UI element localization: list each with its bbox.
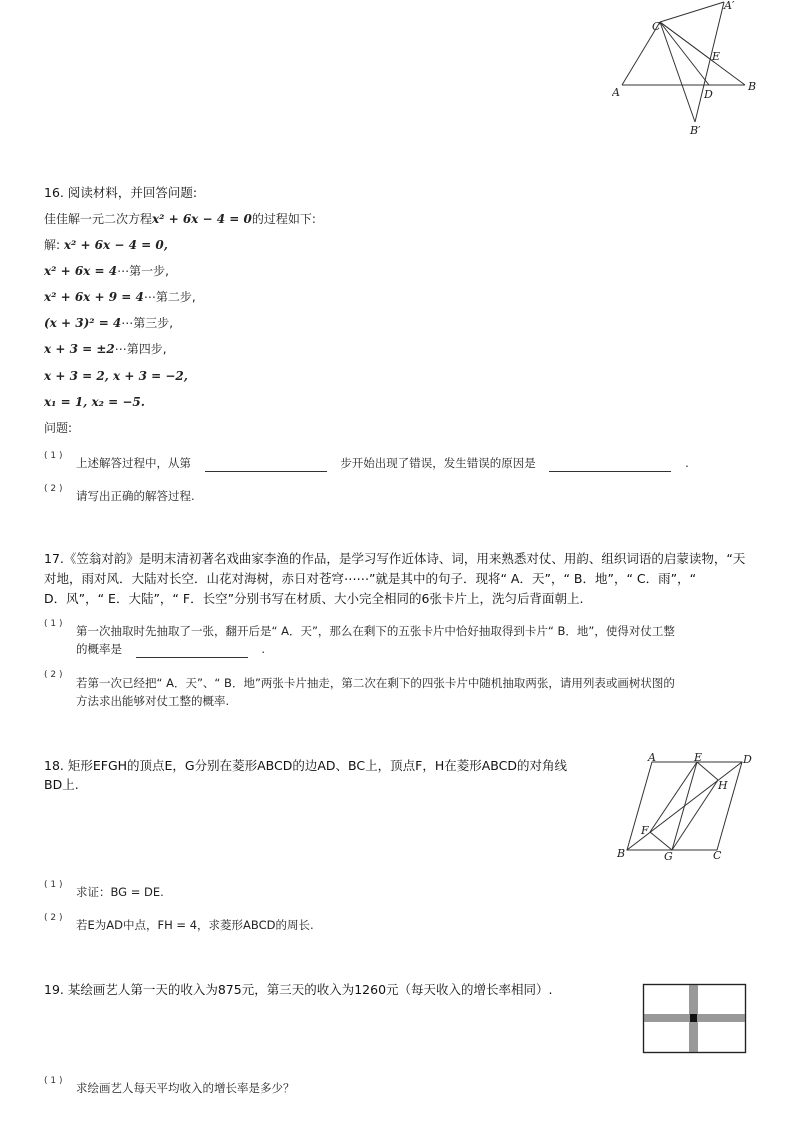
fig2-label-G: G: [664, 850, 673, 863]
q16-step: [44, 341, 167, 357]
q18-line2: BD上.: [44, 777, 79, 792]
q18-part2-number: ( 2 ): [44, 913, 63, 923]
frame-cross-figure: [642, 983, 748, 1056]
q17-part1-line2: [76, 640, 265, 658]
fig1-label-A: A: [612, 86, 620, 99]
step-equation: x + 3 = ±2: [44, 342, 115, 356]
step-equation: x² + 6x + 9 = 4: [44, 290, 144, 304]
fig1-label-C: C: [652, 20, 661, 33]
answer-blank-probability[interactable]: [136, 657, 248, 658]
q16-step: [44, 315, 173, 331]
answer-blank-reason[interactable]: [549, 471, 671, 472]
step-equation: x² + 6x = 4: [44, 264, 118, 278]
fig1-label-Bprime: B′: [690, 124, 701, 137]
fig2-label-B: B: [617, 847, 626, 860]
q17-part1-line1: 第一次抽取时先抽取了一张，翻开后是“ A．天”，那么在剩下的五张卡片中恰好抽取得到卡片“ B．地”，使得对仗工整: [76, 624, 675, 638]
q17-line1: 17.《笠翁对韵》是明末清初著名戏曲家李渔的作品，是学习写作近体诗、词，用来熟悉对仗、用韵、组织词语的启蒙读物，“天: [44, 551, 746, 566]
fig1-label-E: E: [712, 50, 721, 63]
q19-title: 19. 某绘画艺人第一天的收入为875元，第三天的收入为1260元（每天收入的增长率相同）.: [44, 982, 553, 997]
fig1-label-D: D: [704, 88, 713, 101]
q19-part1-number: ( 1 ): [44, 1076, 63, 1086]
step-equation: x + 3 = 2, x + 3 = −2,: [44, 369, 188, 383]
rhombus-rectangle-figure: [612, 752, 762, 864]
fig2-label-D: D: [743, 753, 752, 766]
q16-part1-end: .: [685, 456, 689, 470]
q16-step: [44, 263, 169, 279]
fig2-label-C: C: [713, 849, 722, 862]
q17-part1-number: ( 1 ): [44, 619, 63, 629]
q16-step: [44, 368, 188, 384]
fig2-label-E: E: [694, 752, 703, 764]
q16-part2-number: ( 2 ): [44, 484, 63, 494]
answer-blank-step[interactable]: [205, 471, 327, 472]
q19-part1: 求绘画艺人每天平均收入的增长率是多少？: [76, 1081, 295, 1095]
q16-step: [44, 237, 168, 253]
q16-part1-text-a: 上述解答过程中，从第: [76, 456, 191, 470]
q18-line1: 18. 矩形EFGH的顶点E，G分别在菱形ABCD的边AD、BC上，顶点F，H在菱形ABCD的对角线: [44, 758, 567, 773]
q17-part2-line2: 方法求出能够对仗工整的概率.: [76, 694, 230, 708]
q16-title: 16. 阅读材料，并回答问题:: [44, 185, 198, 200]
fig1-label-B: B: [748, 80, 757, 93]
q16-part1-text-b: 步开始出现了错误，发生错误的原因是: [340, 456, 536, 470]
q16-part1: [76, 454, 689, 472]
q18-part1-number: ( 1 ): [44, 880, 63, 890]
q17-part1-end: .: [261, 642, 265, 656]
step-note: ⋯第四步,: [114, 342, 167, 356]
q17-part1-text: 的概率是: [76, 642, 122, 656]
q16-intro-suffix: 的过程如下:: [251, 212, 316, 226]
q17-part2-line1: 若第一次已经把“ A．天”、“ B．地”两张卡片抽走，第二次在剩下的四张卡片中随机抽取两张，请用列表或画树状图的: [76, 676, 675, 690]
fig2-label-F: F: [641, 824, 649, 837]
step-note: ⋯第二步,: [143, 290, 196, 304]
fig2-label-A: A: [648, 752, 656, 764]
q16-intro-equation: x² + 6x − 4 = 0: [152, 212, 252, 226]
q18-part1: 求证：BG = DE.: [76, 885, 164, 899]
step-prefix: 解:: [44, 238, 64, 252]
q16-intro-prefix: 佳佳解一元二次方程: [44, 212, 153, 226]
step-equation: (x + 3)² = 4: [44, 316, 122, 330]
step-note: ⋯第三步,: [121, 316, 174, 330]
q16-step: [44, 289, 196, 305]
q16-part2: 请写出正确的解答过程.: [76, 489, 195, 503]
step-equation: x² + 6x − 4 = 0,: [63, 238, 168, 252]
q17-line3: D．风”，“ E．大陆”，“ F．长空”分别书写在材质、大小完全相同的6张卡片上，洗匀后背面朝上.: [44, 591, 584, 606]
q17-line2: 对地，雨对风．大陆对长空．山花对海树，赤日对苍穹⋯⋯”就是其中的句子．现将“ A．天”，“ B．地”，“ C．雨”，“: [44, 571, 697, 586]
fig1-label-Aprime: A′: [724, 0, 735, 12]
q17-part2-number: ( 2 ): [44, 670, 63, 680]
q16-step: [44, 394, 145, 410]
q18-part2: 若E为AD中点，FH = 4，求菱形ABCD的周长.: [76, 918, 314, 932]
q16-intro: [44, 211, 316, 227]
step-equation: x₁ = 1, x₂ = −5.: [44, 395, 145, 409]
triangle-rotation-figure: [612, 0, 762, 140]
fig2-label-H: H: [718, 779, 728, 792]
q16-question-label: 问题:: [44, 421, 73, 435]
step-note: ⋯第一步,: [117, 264, 169, 278]
q16-part1-number: ( 1 ): [44, 451, 63, 461]
